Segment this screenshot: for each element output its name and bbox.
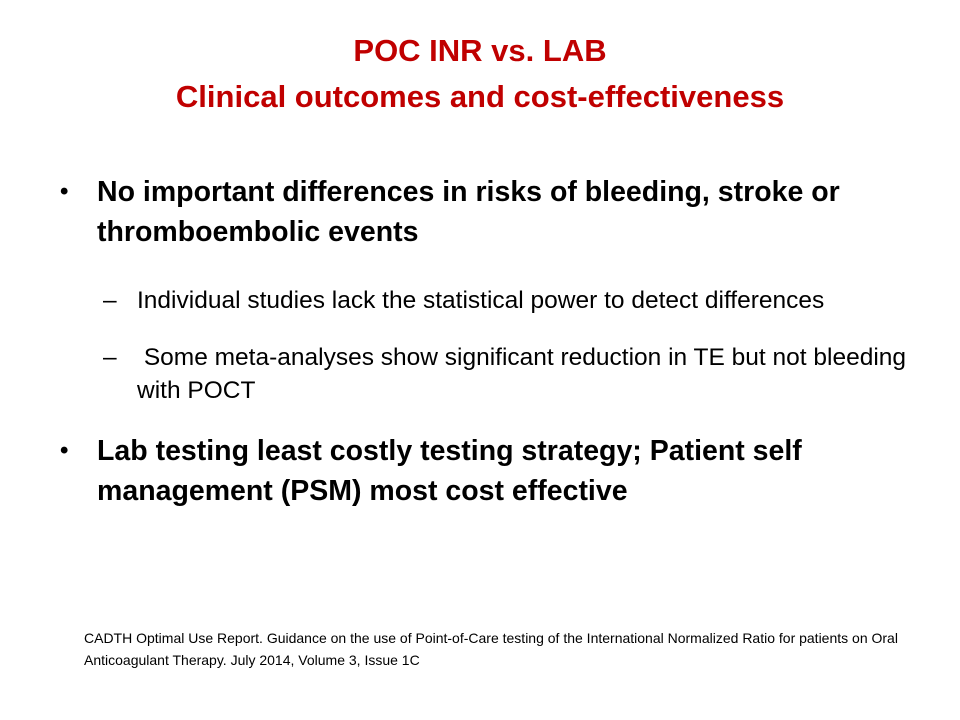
bullet-item-1 <box>60 172 920 252</box>
slide-title <box>0 28 960 120</box>
citation: CADTH Optimal Use Report. Guidance on the use of Point-of-Care testing of the International Normalized Ratio for patients on Oral Anticoagulant Therapy. July 2014, Volume 3, Issue 1C <box>84 630 898 668</box>
bullet-list <box>60 172 920 511</box>
bullet-text-2: Lab testing least costly testing strategy; Patient self management (PSM) most cost effective <box>97 435 802 507</box>
bullet-dot-icon: • <box>60 437 69 464</box>
bullet-dot-icon: • <box>60 178 69 205</box>
dash-icon: – <box>103 344 117 371</box>
sub-bullet-list <box>103 284 920 407</box>
dash-icon: – <box>103 287 117 314</box>
sub-bullet-item-1 <box>103 284 920 317</box>
bullet-text-1: No important differences in risks of bleeding, stroke or thromboembolic events <box>97 176 840 248</box>
bullet-item-2 <box>60 431 920 511</box>
title-line-1: POC INR vs. LAB <box>353 33 607 68</box>
sub-bullet-text-2: Some meta-analyses show significant reduction in TE but not bleeding with POCT <box>137 344 913 404</box>
sub-bullet-text-1: Individual studies lack the statistical power to detect differences <box>137 287 825 314</box>
sub-bullet-item-2 <box>103 341 920 407</box>
title-line-2: Clinical outcomes and cost-effectiveness <box>175 79 785 114</box>
